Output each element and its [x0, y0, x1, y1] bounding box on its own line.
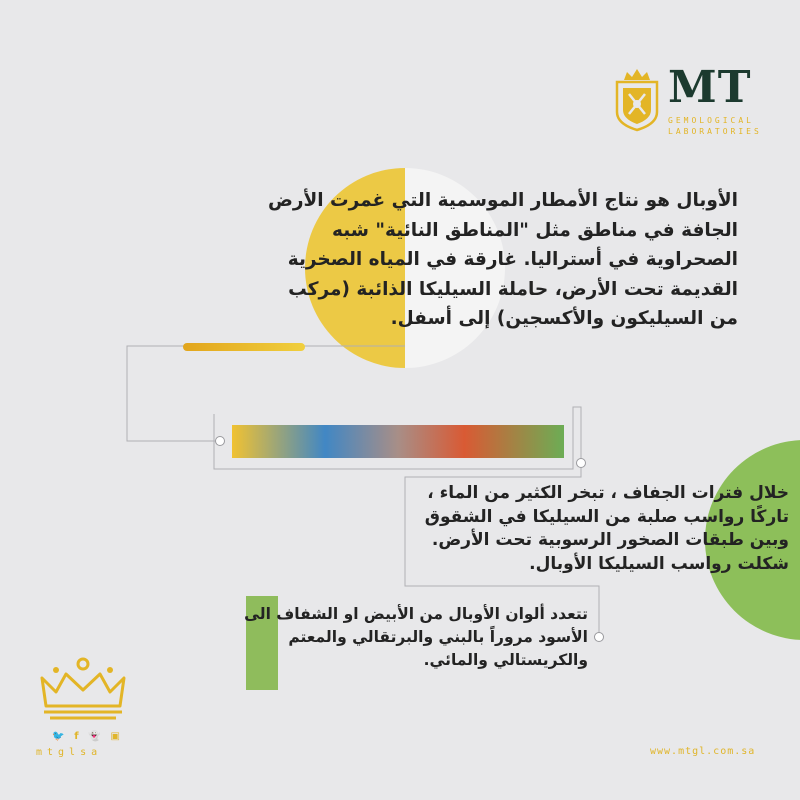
paragraph-colors: تتعدد ألوان الأوبال من الأبيض او الشفاف الى الأسود مروراً بالبني والبرتقالي والمعتم والكريستالي والمائي.	[244, 605, 588, 669]
twitter-icon[interactable]: 🐦	[52, 731, 65, 742]
instagram-icon[interactable]: ▣	[110, 731, 120, 742]
paragraph-formation: الأوبال هو نتاج الأمطار الموسمية التي غمرت الأرض الجافة في مناطق مثل "المناطق النائية" شبه الصحراوية في أستراليا. غارقة في المياه الصخرية القديمة تحت الأرض، حاملة السيليكا الذائبة (مركب من السيليكون والأكسجين) إلى أسفل.	[267, 190, 738, 329]
orange-bar	[183, 343, 305, 351]
logo-subtitle-line1: GEMOLOGICAL	[668, 116, 754, 125]
logo-text: MT	[668, 62, 752, 113]
opal-color-gradient-bar	[232, 425, 564, 458]
logo-subtitle-line2: LABORATORIES	[668, 127, 762, 136]
crown-logo-icon	[36, 656, 130, 724]
social-icons	[52, 731, 120, 742]
website-link[interactable]: www.mtgl.com.sa	[650, 746, 756, 757]
facebook-icon[interactable]: f	[74, 731, 79, 742]
social-handle: mtglsa	[36, 747, 103, 758]
paragraph-drought: خلال فترات الجفاف ، تبخر الكثير من الماء ، تاركًا رواسب صلبة من السيليكا في الشقوق وبين طبقات الصخور الرسوبية تحت الأرض. شكلت رواسب السيليكا الأوبال.	[424, 483, 789, 574]
snapchat-icon[interactable]: 👻	[88, 731, 101, 742]
